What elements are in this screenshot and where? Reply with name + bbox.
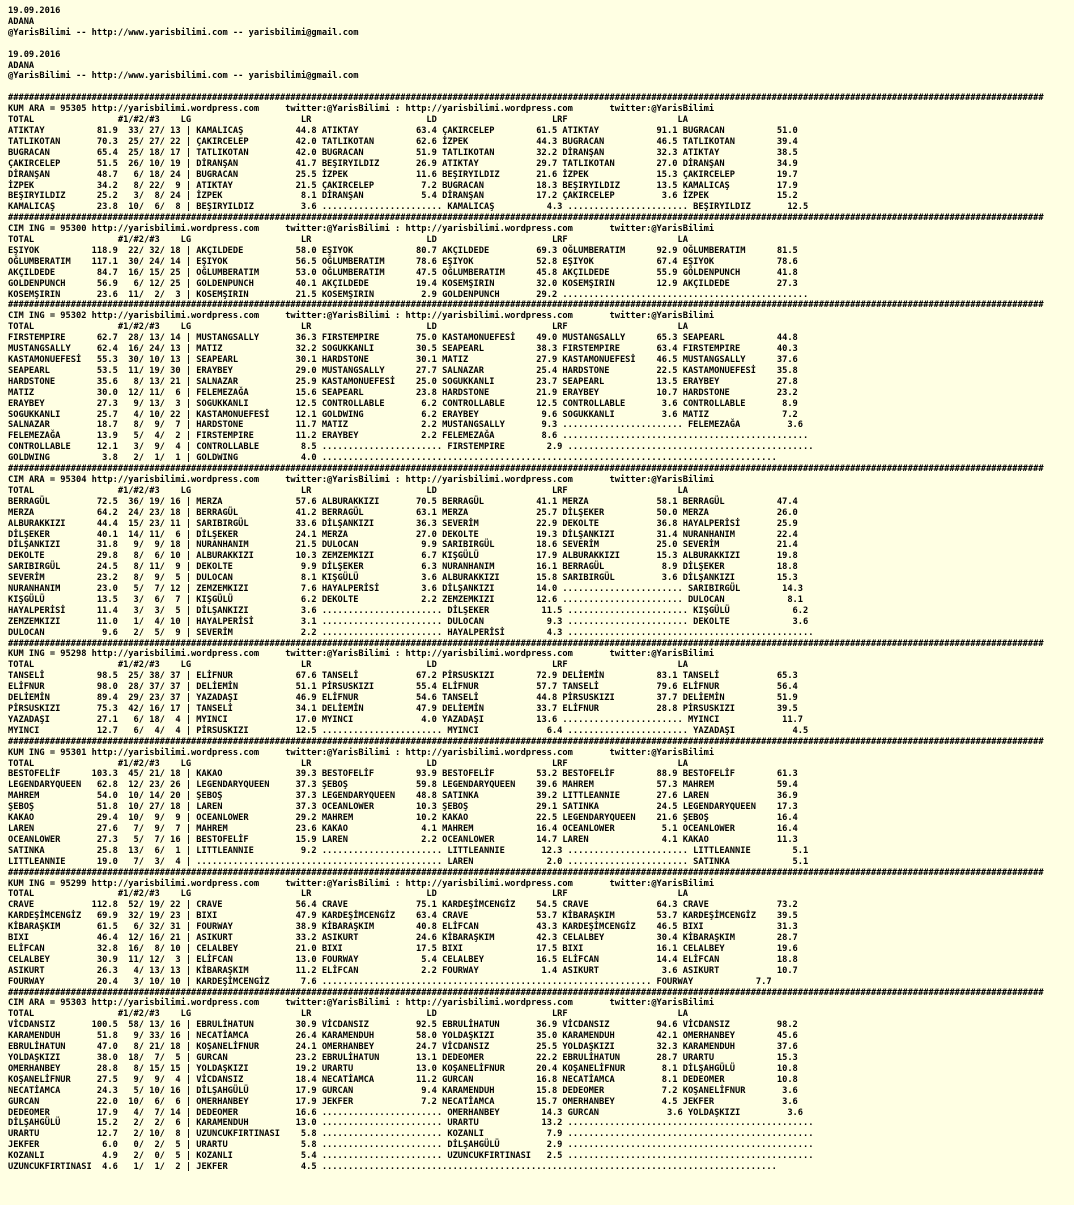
report-line: KAMALICAŞ 23.8 10/ 6/ 8 | BEŞIRYILDIZ 3.6 ....................... KAMALICAŞ 4.3 ....................... BEŞIRYILDIZ 12.5 <box>8 202 809 213</box>
report-date: 19.09.2016 <box>8 6 61 16</box>
race-header-line: KUM ARA = 95305 http://yarisbilimi.wordpress.com twitter:@YarisBilimi : http://yarisbilimi.wordpress.com twitter:@YarisBilimi <box>8 104 715 115</box>
report-line: DİRANŞAN 48.7 6/ 18/ 24 | BUGRACAN 25.5 İZPEK 11.6 BEŞIRYILDIZ 21.6 İZPEK 15.3 ÇAKIRCELEP 19.7 <box>8 169 798 180</box>
race-header-line: CIM ARA = 95304 http://yarisbilimi.wordpress.com twitter:@YarisBilimi : http://yarisbilimi.wordpress.com twitter:@YarisBilimi <box>8 474 715 485</box>
report-line: SEAPEARL 53.5 11/ 19/ 30 | ERAYBEY 29.0 MUSTANGSALLY 27.7 SALNAZAR 25.4 HARDSTONE 22.5 KASTAMONUEFESİ 35.8 <box>8 365 798 376</box>
report-line: KİBARAŞKIM 61.5 6/ 32/ 31 | FOURWAY 38.9 KİBARAŞKIM 40.8 ELİFCAN 43.3 KARDEŞİMCENGİZ 46.5 BIXI 31.3 <box>8 922 798 933</box>
column-header-line: TOTAL #1/#2/#3 LG LR LD LRF LA <box>8 485 688 496</box>
report-line: İZPEK 34.2 8/ 22/ 9 | ATIKTAY 21.5 ÇAKIRCELEP 7.2 BUGRACAN 18.3 BEŞIRYILDIZ 13.5 KAMALICAŞ 17.9 <box>8 180 798 191</box>
report-line: SALNAZAR 18.7 8/ 9/ 7 | HARDSTONE 11.7 MATIZ 2.2 MUSTANGSALLY 9.3 ....................... FELEMEZAĞA 3.6 <box>8 420 804 431</box>
report-line: FIRSTEMPIRE 62.7 28/ 13/ 14 | MUSTANGSALLY 36.3 FIRSTEMPIRE 75.0 KASTAMONUEFESİ 49.0 MUSTANGSALLY 65.3 SEAPEARL 44.8 <box>8 333 798 344</box>
report-line: KASTAMONUEFESİ 55.3 30/ 10/ 13 | SEAPEARL 30.1 HARDSTONE 30.1 MATIZ 27.9 KASTAMONUEFESİ 46.5 MUSTANGSALLY 37.6 <box>8 355 798 365</box>
column-header-line: TOTAL #1/#2/#3 LG LR LD LRF LA <box>8 660 688 671</box>
report-line: DİLŞANKIZI 31.8 9/ 9/ 18 | NURANHANIM 21.5 DULOCAN 9.9 SARIBIRGÜL 18.6 SEVERİM 25.0 SEVERİM 21.4 <box>8 540 798 551</box>
report-line: GURCAN 22.0 10/ 6/ 6 | OMERHANBEY 17.9 JEKFER 7.2 NECATİAMCA 15.7 OMERHANBEY 4.5 JEKFER 3.6 <box>8 1096 798 1107</box>
blank-line <box>8 82 1066 93</box>
report-line: OCEANLOWER 27.3 5/ 7/ 16 | BESTOFELİF 15.9 LAREN 2.2 OCEANLOWER 14.7 LAREN 4.1 KAKAO 11.3 <box>8 834 798 845</box>
report-line: CRAVE 112.8 52/ 19/ 22 | CRAVE 56.4 CRAVE 75.1 KARDEŞİMCENGİZ 54.5 CRAVE 64.3 CRAVE 73.2 <box>8 900 798 911</box>
race-header-line: CIM ING = 95302 http://yarisbilimi.wordpress.com twitter:@YarisBilimi : http://yarisbilimi.wordpress.com twitter:@YarisBilimi <box>8 311 715 322</box>
report-line: ALBURAKKIZI 44.4 15/ 23/ 11 | SARIBIRGÜL 33.6 DİLŞANKIZI 36.3 SEVERİM 22.9 DEKOLTE 36.8 HAYALPERİSİ 25.9 <box>8 518 798 529</box>
report-line: BUGRACAN 65.4 25/ 18/ 17 | TATLIKOTAN 42.0 BUGRACAN 51.9 TATLIKOTAN 32.2 DİRANŞAN 32.3 ATIKTAY 38.5 <box>8 147 798 158</box>
report-line: DULOCAN 9.6 2/ 5/ 9 | SEVERİM 2.2 ....................... HAYALPERİSİ 4.3 ............................................... <box>8 627 814 638</box>
report-line: DİLŞEKER 40.1 14/ 11/ 6 | DİLŞEKER 24.1 MERZA 27.0 DEKOLTE 19.3 DİLŞANKIZI 31.4 NURANHANIM 22.4 <box>8 529 798 540</box>
report-line: DİLŞAHGÜLÜ 15.2 2/ 2/ 6 | KARAMENDUH 13.0 ....................... URARTU 13.2 ............................................... <box>8 1118 814 1129</box>
race-header-line: KUM ING = 95298 http://yarisbilimi.wordpress.com twitter:@YarisBilimi : http://yarisbilimi.wordpress.com twitter:@YarisBilimi <box>8 649 715 660</box>
report-line: KOZANLI 4.9 2/ 0/ 5 | KOZANLI 5.4 ....................... UZUNCUKFIRTINASI 2.5 ............................................... <box>8 1151 814 1162</box>
report-line: EBRULİHATUN 47.0 8/ 21/ 18 | KOŞANELİFNUR 24.1 OMERHANBEY 24.7 VİCDANSIZ 25.5 YOLDAŞKIZI 32.3 KARAMENDUH 37.6 <box>8 1042 798 1053</box>
report-line: SOGUKKANLI 25.7 4/ 10/ 22 | KASTAMONUEFESİ 12.1 GOLDWING 6.2 ERAYBEY 9.6 SOGUKKANLI 3.6 MATIZ 7.2 <box>8 409 798 420</box>
report-line: GOLDWING 3.8 2/ 1/ 1 | GOLDWING 4.0 ....................................................................................... <box>8 453 777 464</box>
report-line: ELİFNUR 98.0 28/ 37/ 37 | DELİEMİN 51.1 PİRSUSKIZI 55.4 ELİFNUR 57.7 TANSELİ 79.6 ELİFNUR 56.4 <box>8 682 798 693</box>
race-header-line: KUM ING = 95299 http://yarisbilimi.wordpress.com twitter:@YarisBilimi : http://yarisbilimi.wordpress.com twitter:@YarisBilimi <box>8 878 715 889</box>
report-line: DEKOLTE 29.8 8/ 6/ 10 | ALBURAKKIZI 10.3 ZEMZEMKIZI 6.7 KIŞGÜLÜ 17.9 ALBURAKKIZI 15.3 ALBURAKKIZI 19.8 <box>8 551 798 562</box>
report-line: ZEMZEMKIZI 11.0 1/ 4/ 10 | HAYALPERİSİ 3.1 ....................... DULOCAN 9.3 ....................... DEKOLTE 3.6 <box>8 616 809 627</box>
report-line: MAHREM 54.0 10/ 14/ 20 | ŞEBOŞ 37.3 LEGENDARYQUEEN 48.8 SATINKA 39.2 LITTLEANNIE 27.6 LAREN 36.9 <box>8 791 798 802</box>
report-line: OMERHANBEY 28.8 8/ 15/ 15 | YOLDAŞKIZI 19.2 URARTU 13.0 KOŞANELİFNUR 20.4 KOŞANELİFNUR 8.1 DİLŞAHGÜLÜ 10.8 <box>8 1063 798 1074</box>
report-line: MYINCI 12.7 6/ 4/ 4 | PİRSUSKIZI 12.5 ....................... MYINCI 6.4 ....................... YAZADAŞI 4.5 <box>8 725 809 736</box>
report-line: KOŞANELİFNUR 27.5 9/ 9/ 4 | VİCDANSIZ 18.4 NECATİAMCA 11.2 GURCAN 16.8 NECATİAMCA 8.1 DEDEOMER 10.8 <box>8 1074 798 1085</box>
report-line: DELİEMİN 89.4 29/ 23/ 37 | YAZADAŞI 46.9 ELİFNUR 54.6 TANSELİ 44.8 PİRSUSKIZI 37.7 DELİEMİN 51.9 <box>8 693 798 704</box>
report-line: KOSEMŞIRIN 23.6 11/ 2/ 3 | KOSEMŞIRIN 21.5 KOSEMŞIRIN 2.9 GOLDENPUNCH 29.2 ............................................... <box>8 289 809 300</box>
report-line: ERAYBEY 27.3 9/ 13/ 3 | SOGUKKANLI 12.5 CONTROLLABLE 6.2 CONTROLLABLE 12.5 CONTROLLABLE 3.6 CONTROLLABLE 8.9 <box>8 398 798 409</box>
report-line: LEGENDARYQUEEN 62.8 12/ 23/ 26 | LEGENDARYQUEEN 37.3 ŞEBOŞ 59.8 LEGENDARYQUEEN 39.6 MAHREM 57.3 MAHREM 59.4 <box>8 780 798 791</box>
report-line: BESTOFELİF 103.3 45/ 21/ 18 | KAKAO 39.3 BESTOFELİF 93.9 BESTOFELİF 53.2 BESTOFELİF 88.9 BESTOFELİF 61.3 <box>8 769 798 780</box>
section-separator: ###################################################################################################################################################################################################### <box>8 213 1044 224</box>
report-line: BERRAGÜL 72.5 36/ 19/ 16 | MERZA 57.6 ALBURAKKIZI 70.5 BERRAGÜL 41.1 MERZA 58.1 BERRAGÜL 47.4 <box>8 496 798 507</box>
race-header-line: CIM ING = 95300 http://yarisbilimi.wordpress.com twitter:@YarisBilimi : http://yarisbilimi.wordpress.com twitter:@YarisBilimi <box>8 224 715 235</box>
report-line: YOLDAŞKIZI 38.0 18/ 7/ 5 | GURCAN 23.2 EBRULİHATUN 13.1 DEDEOMER 22.2 EBRULİHATUN 28.7 URARTU 15.3 <box>8 1053 798 1063</box>
report-line: ÇAKIRCELEP 51.5 26/ 10/ 19 | DİRANŞAN 41.7 BEŞIRYILDIZ 26.9 ATIKTAY 29.7 TATLIKOTAN 27.0 DİRANŞAN 34.9 <box>8 158 798 169</box>
section-separator: ###################################################################################################################################################################################################### <box>8 867 1044 878</box>
report-line: SARIBIRGÜL 24.5 8/ 11/ 9 | DEKOLTE 9.9 DİLŞEKER 6.3 NURANHANIM 16.1 BERRAGÜL 8.9 DİLŞEKER 18.8 <box>8 562 798 573</box>
report-line: PİRSUSKIZI 75.3 42/ 16/ 17 | TANSELİ 34.1 DELİEMİN 47.9 DELİEMİN 33.7 ELİFNUR 28.8 PİRSUSKIZI 39.5 <box>8 704 798 714</box>
report-line: ASIKURT 26.3 4/ 13/ 13 | KİBARAŞKIM 11.2 ELİFCAN 2.2 FOURWAY 1.4 ASIKURT 3.6 ASIKURT 10.7 <box>8 965 798 976</box>
report-line: HAYALPERİSİ 11.4 3/ 3/ 5 | DİLŞANKIZI 3.6 ....................... DİLŞEKER 11.5 ....................... KIŞGÜLÜ 6.2 <box>8 605 809 616</box>
report-line: NURANHANIM 23.0 5/ 7/ 12 | ZEMZEMKIZI 7.6 HAYALPERİSİ 3.6 DİLŞANKIZI 14.0 ....................... SARIBIRGÜL 14.3 <box>8 584 804 595</box>
report-line: FOURWAY 20.4 3/ 10/ 10 | KARDEŞİMCENGİZ 7.6 ............................................................... FOURWAY 7.7 <box>8 976 772 987</box>
report-line: TATLIKOTAN 70.3 25/ 27/ 22 | ÇAKIRCELEP 42.0 TATLIKOTAN 62.6 İZPEK 44.3 BUGRACAN 46.5 TATLIKOTAN 39.4 <box>8 136 798 147</box>
report-line: ADANA <box>8 60 35 71</box>
report-line: YAZADAŞI 27.1 6/ 18/ 4 | MYINCI 17.0 MYINCI 4.0 YAZADAŞI 13.6 ....................... MYINCI 11.7 <box>8 714 804 725</box>
blank-line <box>8 39 1066 50</box>
report-line: MUSTANGSALLY 62.4 16/ 24/ 13 | MATIZ 32.2 SOGUKKANLI 30.5 SEAPEARL 38.3 FIRSTEMPIRE 63.4 FIRSTEMPIRE 40.3 <box>8 344 798 355</box>
report-line: KARAMENDUH 51.8 9/ 33/ 16 | NECATİAMCA 26.4 KARAMENDUH 58.0 YOLDAŞKIZI 35.0 KARAMENDUH 42.1 OMERHANBEY 45.6 <box>8 1031 798 1042</box>
section-separator: ###################################################################################################################################################################################################### <box>8 464 1044 475</box>
report-line: KAKAO 29.4 10/ 9/ 9 | OCEANLOWER 29.2 MAHREM 10.2 KAKAO 22.5 LEGENDARYQUEEN 21.6 ŞEBOŞ 16.4 <box>8 813 798 824</box>
report-line: SEVERİM 23.2 8/ 9/ 5 | DULOCAN 8.1 KIŞGÜLÜ 3.6 ALBURAKKIZI 15.8 SARIBIRGÜL 3.6 DİLŞANKIZI 15.3 <box>8 573 798 584</box>
race-header-line: KUM ING = 95301 http://yarisbilimi.wordpress.com twitter:@YarisBilimi : http://yarisbilimi.wordpress.com twitter:@YarisBilimi <box>8 747 715 758</box>
column-header-line: TOTAL #1/#2/#3 LG LR LD LRF LA <box>8 322 688 333</box>
column-header-line: TOTAL #1/#2/#3 LG LR LD LRF LA <box>8 115 688 126</box>
section-separator: ###################################################################################################################################################################################################### <box>8 93 1044 104</box>
section-separator: ###################################################################################################################################################################################################### <box>8 300 1044 311</box>
report-line: MATIZ 30.0 12/ 11/ 6 | FELEMEZAĞA 15.6 SEAPEARL 23.8 HARDSTONE 21.9 ERAYBEY 10.7 HARDSTONE 23.2 <box>8 387 798 398</box>
report-line: GOLDENPUNCH 56.9 6/ 12/ 25 | GOLDENPUNCH 40.1 AKÇILDEDE 19.4 KOSEMŞIRIN 32.0 KOSEMŞIRIN 12.9 AKÇILDEDE 27.3 <box>8 278 798 289</box>
report-line: LAREN 27.6 7/ 9/ 7 | MAHREM 23.6 KAKAO 4.1 MAHREM 16.4 OCEANLOWER 5.1 OCEANLOWER 16.4 <box>8 823 798 834</box>
report-line: ATIKTAY 81.9 33/ 27/ 13 | KAMALICAŞ 44.8 ATIKTAY 63.4 ÇAKIRCELEP 61.5 ATIKTAY 91.1 BUGRACAN 51.0 <box>8 125 798 136</box>
report-line: HARDSTONE 35.6 8/ 13/ 21 | SALNAZAR 25.9 KASTAMONUEFESİ 25.0 SOGUKKANLI 23.7 SEAPEARL 13.5 ERAYBEY 27.8 <box>8 376 798 387</box>
report-line: VİCDANSIZ 100.5 58/ 13/ 16 | EBRULİHATUN 30.9 VİCDANSIZ 92.5 EBRULİHATUN 36.9 VİCDANSIZ 94.6 VİCDANSIZ 98.2 <box>8 1020 798 1031</box>
report-line: OĞLUMBERATIM 117.1 30/ 24/ 14 | EŞIYOK 56.5 OĞLUMBERATIM 78.6 EŞIYOK 52.8 EŞIYOK 67.4 EŞIYOK 78.6 <box>8 256 798 267</box>
report-line: TANSELİ 98.5 25/ 38/ 37 | ELİFNUR 67.6 TANSELİ 67.2 PİRSUSKIZI 72.9 DELİEMİN 83.1 TANSELİ 65.3 <box>8 671 798 682</box>
report-line: KIŞGÜLÜ 13.5 3/ 6/ 7 | KIŞGÜLÜ 6.2 DEKOLTE 2.2 ZEMZEMKIZI 12.6 ....................... DULOCAN 8.1 <box>8 594 804 605</box>
section-separator: ###################################################################################################################################################################################################### <box>8 638 1044 649</box>
column-header-line: TOTAL #1/#2/#3 LG LR LD LRF LA <box>8 235 688 246</box>
section-separator: ###################################################################################################################################################################################################### <box>8 736 1044 747</box>
report-line: MERZA 64.2 24/ 23/ 18 | BERRAGÜL 41.2 BERRAGÜL 63.1 MERZA 25.7 DİLŞEKER 50.0 MERZA 26.0 <box>8 507 798 518</box>
report-line: URARTU 12.7 2/ 10/ 8 | UZUNCUKFIRTINASI 5.8 ....................... KOZANLI 7.9 ............................................... <box>8 1129 814 1140</box>
report-line: NECATİAMCA 24.3 5/ 10/ 16 | DİLŞAHGÜLÜ 17.9 GURCAN 9.4 KARAMENDUH 15.8 DEDEOMER 7.2 KOŞANELİFNUR 3.6 <box>8 1085 798 1096</box>
race-header-line: CIM ARA = 95303 http://yarisbilimi.wordpress.com twitter:@YarisBilimi : http://yarisbilimi.wordpress.com twitter:@YarisBilimi <box>8 998 715 1009</box>
report-line: ELİFCAN 32.8 16/ 8/ 10 | CELALBEY 21.0 BIXI 17.5 BIXI 17.5 BIXI 16.1 CELALBEY 19.6 <box>8 943 798 954</box>
column-header-line: TOTAL #1/#2/#3 LG LR LD LRF LA <box>8 758 688 769</box>
report-line: BEŞIRYILDIZ 25.2 3/ 8/ 24 | İZPEK 8.1 DİRANŞAN 5.4 DİRANŞAN 17.2 ÇAKIRCELEP 3.6 İZPEK 15.2 <box>8 191 798 202</box>
report-line: DEDEOMER 17.9 4/ 7/ 14 | DEDEOMER 16.6 ....................... OMERHANBEY 14.3 GURCAN 3.6 YOLDAŞKIZI 3.6 <box>8 1107 804 1118</box>
report-line: EŞIYOK 118.9 22/ 32/ 18 | AKÇILDEDE 58.0 EŞIYOK 80.7 AKÇILDEDE 69.3 OĞLUMBERATIM 92.9 OĞLUMBERATIM 81.5 <box>8 245 798 256</box>
report-line: FELEMEZAĞA 13.9 5/ 4/ 2 | FIRSTEMPIRE 11.2 ERAYBEY 2.2 FELEMEZAĞA 8.6 ............................................... <box>8 431 809 442</box>
column-header-line: TOTAL #1/#2/#3 LG LR LD LRF LA <box>8 889 688 900</box>
report-line: JEKFER 6.0 0/ 2/ 5 | URARTU 5.8 ....................... DİLŞAHGÜLÜ 2.9 ............................................... <box>8 1140 814 1151</box>
report-date: 19.09.2016 <box>8 49 61 60</box>
report-line: UZUNCUKFIRTINASI 4.6 1/ 1/ 2 | JEKFER 4.5 ....................................................................................... <box>8 1162 777 1173</box>
report-line: KARDEŞİMCENGİZ 69.9 32/ 19/ 23 | BIXI 47.9 KARDEŞİMCENGİZ 63.4 CRAVE 53.7 KİBARAŞKIM 53.7 KARDEŞİMCENGİZ 39.5 <box>8 911 798 922</box>
report-line: ADANA <box>8 16 35 27</box>
section-separator: ###################################################################################################################################################################################################### <box>8 987 1044 998</box>
report-line: CONTROLLABLE 12.1 3/ 9/ 4 | CONTROLLABLE 8.5 ....................... FIRSTEMPIRE 2.9 ............................................... <box>8 442 814 453</box>
report-line: AKÇILDEDE 84.7 16/ 15/ 25 | OĞLUMBERATIM 53.0 OĞLUMBERATIM 47.5 OĞLUMBERATIM 45.8 AKÇILDEDE 55.9 GÖLDENPUNCH 41.8 <box>8 267 798 278</box>
report-line: BIXI 46.4 12/ 16/ 21 | ASIKURT 33.2 ASIKURT 24.6 KİBARAŞKIM 42.3 CELALBEY 30.4 KİBARAŞKIM 28.7 <box>8 933 798 944</box>
report-line: CELALBEY 30.9 11/ 12/ 3 | ELİFCAN 13.0 FOURWAY 5.4 CELALBEY 16.5 ELİFCAN 14.4 ELİFCAN 18.8 <box>8 954 798 965</box>
report-line: @YarisBilimi -- http://www.yarisbilimi.com -- yarisbilimi@gmail.com <box>8 71 359 82</box>
report-line: LITTLEANNIE 19.0 7/ 3/ 4 | ............................................... LAREN 2.0 ....................... SATINKA 5.1 <box>8 856 809 867</box>
column-header-line: TOTAL #1/#2/#3 LG LR LD LRF LA <box>8 1009 688 1020</box>
report-line: @YarisBilimi -- http://www.yarisbilimi.com -- yarisbilimi@gmail.com <box>8 27 359 38</box>
report-line: ŞEBOŞ 51.8 10/ 27/ 18 | LAREN 37.3 OCEANLOWER 10.3 ŞEBOŞ 29.1 SATINKA 24.5 LEGENDARYQUEEN 17.3 <box>8 802 798 813</box>
report-line: SATINKA 25.8 13/ 6/ 1 | LITTLEANNIE 9.2 ....................... LITTLEANNIE 12.3 ....................... LITTLEANNIE 5.1 <box>8 845 809 856</box>
